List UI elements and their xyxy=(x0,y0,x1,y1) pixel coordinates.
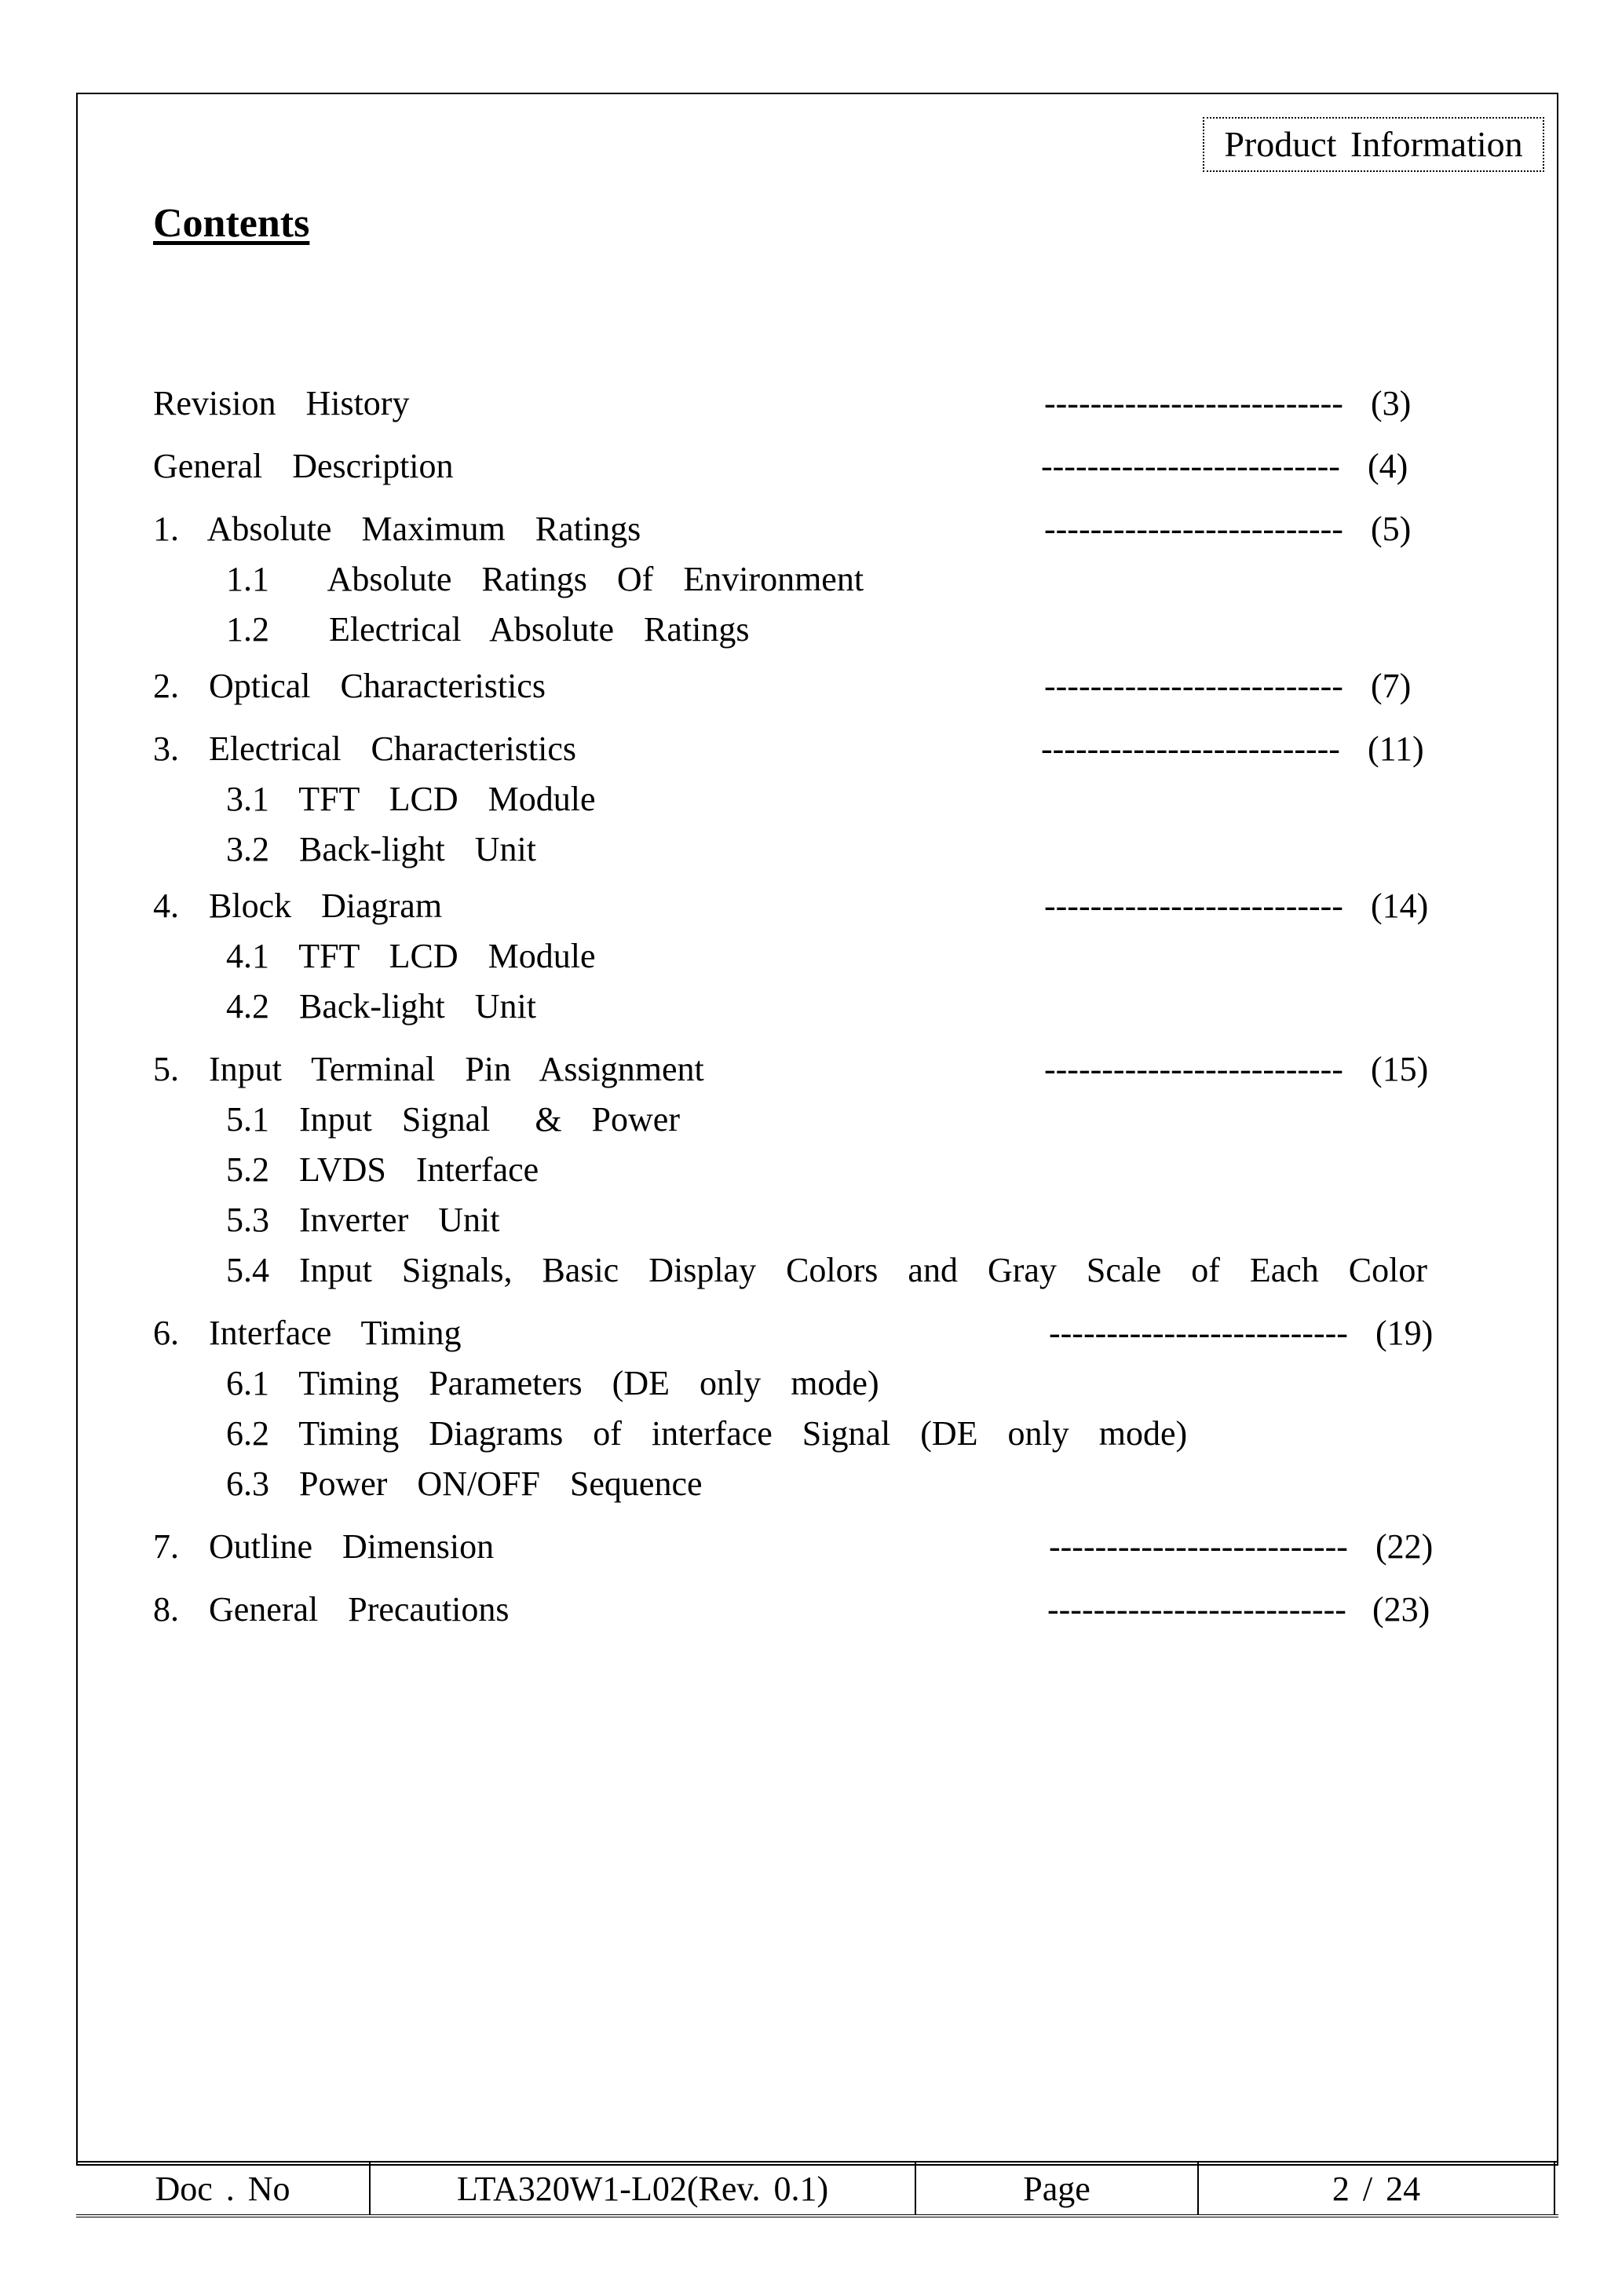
page-number-value: 2 / 24 xyxy=(1199,2163,1555,2214)
toc-leader-dashes: -------------------------- xyxy=(1044,384,1343,422)
toc-entry-label: 5.1 Input Signal & Power xyxy=(226,1100,680,1139)
toc-leader-dashes: -------------------------- xyxy=(1049,1314,1348,1352)
toc-page-number: (19) xyxy=(1375,1314,1434,1352)
toc-entry-label: 8. General Precautions xyxy=(153,1590,510,1629)
toc-page-number: (22) xyxy=(1375,1527,1434,1566)
toc-section-row xyxy=(0,1049,1622,1096)
toc-section-row xyxy=(0,1313,1622,1360)
page-label: Page xyxy=(916,2163,1199,2214)
toc-entry-label: 3.2 Back-light Unit xyxy=(226,830,536,868)
doc-number-label: Doc . No xyxy=(76,2163,371,2214)
product-information-badge: Product Information xyxy=(1203,117,1544,172)
toc-page-number: (23) xyxy=(1372,1590,1430,1629)
toc-entry-label: 1.1 Absolute Ratings Of Environment xyxy=(226,560,864,598)
toc-leader-dashes: -------------------------- xyxy=(1049,1527,1348,1566)
toc-entry-label: 6.2 Timing Diagrams of interface Signal (DE only mode) xyxy=(226,1414,1188,1453)
toc-entry-label: 5.2 LVDS Interface xyxy=(226,1150,539,1189)
toc-subsection-row xyxy=(0,559,1622,606)
toc-leader-dashes: -------------------------- xyxy=(1044,887,1343,925)
toc-subsection-row xyxy=(0,829,1622,876)
toc-entry-label: 5. Input Terminal Pin Assignment xyxy=(153,1050,704,1088)
toc-section-row xyxy=(0,383,1622,430)
toc-leader-dashes: -------------------------- xyxy=(1041,447,1340,485)
toc-entry-label: 1.2 Electrical Absolute Ratings xyxy=(226,610,750,649)
toc-entry-label: 3.1 TFT LCD Module xyxy=(226,780,596,818)
toc-section-row xyxy=(0,1526,1622,1574)
toc-entry-label: 6.3 Power ON/OFF Sequence xyxy=(226,1464,703,1503)
toc-subsection-row xyxy=(0,1250,1622,1297)
doc-number-value: LTA320W1-L02(Rev. 0.1) xyxy=(371,2163,916,2214)
toc-entry-label: 7. Outline Dimension xyxy=(153,1527,495,1566)
toc-section-row xyxy=(0,446,1622,493)
toc-page-number: (7) xyxy=(1371,667,1412,705)
toc-entry-label: 4.2 Back-light Unit xyxy=(226,987,536,1026)
toc-section-row xyxy=(0,1589,1622,1636)
toc-page-number: (11) xyxy=(1368,729,1424,768)
toc-entry-label: 5.4 Input Signals, Basic Display Colors and Gray Scale of Each Color xyxy=(226,1251,1428,1289)
toc-section-row xyxy=(0,509,1622,556)
toc-page-number: (5) xyxy=(1371,510,1412,548)
toc-entry-label: 2. Optical Characteristics xyxy=(153,667,546,705)
toc-section-row xyxy=(0,886,1622,933)
document-footer xyxy=(76,2161,1558,2217)
toc-section-row xyxy=(0,666,1622,713)
toc-subsection-row xyxy=(0,1150,1622,1197)
toc-leader-dashes: -------------------------- xyxy=(1041,729,1340,768)
toc-page-number: (15) xyxy=(1371,1050,1429,1088)
toc-page-number: (14) xyxy=(1371,887,1429,925)
toc-entry-label: 4.1 TFT LCD Module xyxy=(226,937,596,975)
toc-entry-label: 4. Block Diagram xyxy=(153,887,443,925)
toc-entry-label: 1. Absolute Maximum Ratings xyxy=(153,510,641,548)
toc-leader-dashes: -------------------------- xyxy=(1044,510,1343,548)
toc-leader-dashes: -------------------------- xyxy=(1044,667,1343,705)
toc-subsection-row xyxy=(0,986,1622,1033)
toc-leader-dashes: -------------------------- xyxy=(1047,1590,1346,1629)
toc-entry-label: Revision History xyxy=(153,384,410,422)
toc-entry-label: General Description xyxy=(153,447,454,485)
toc-entry-label: 5.3 Inverter Unit xyxy=(226,1201,500,1239)
toc-page-number: (3) xyxy=(1371,384,1412,422)
toc-subsection-row xyxy=(0,936,1622,983)
toc-subsection-row xyxy=(0,779,1622,826)
toc-subsection-row xyxy=(0,1363,1622,1410)
toc-subsection-row xyxy=(0,1200,1622,1247)
toc-entry-label: 6. Interface Timing xyxy=(153,1314,462,1352)
toc-page-number: (4) xyxy=(1368,447,1408,485)
toc-subsection-row xyxy=(0,1464,1622,1511)
toc-subsection-row xyxy=(0,1413,1622,1461)
page-title: Contents xyxy=(153,201,310,246)
toc-subsection-row xyxy=(0,609,1622,656)
toc-entry-label: 6.1 Timing Parameters (DE only mode) xyxy=(226,1364,879,1402)
toc-leader-dashes: -------------------------- xyxy=(1044,1050,1343,1088)
toc-subsection-row xyxy=(0,1099,1622,1146)
toc-section-row xyxy=(0,729,1622,776)
toc-entry-label: 3. Electrical Characteristics xyxy=(153,729,576,768)
